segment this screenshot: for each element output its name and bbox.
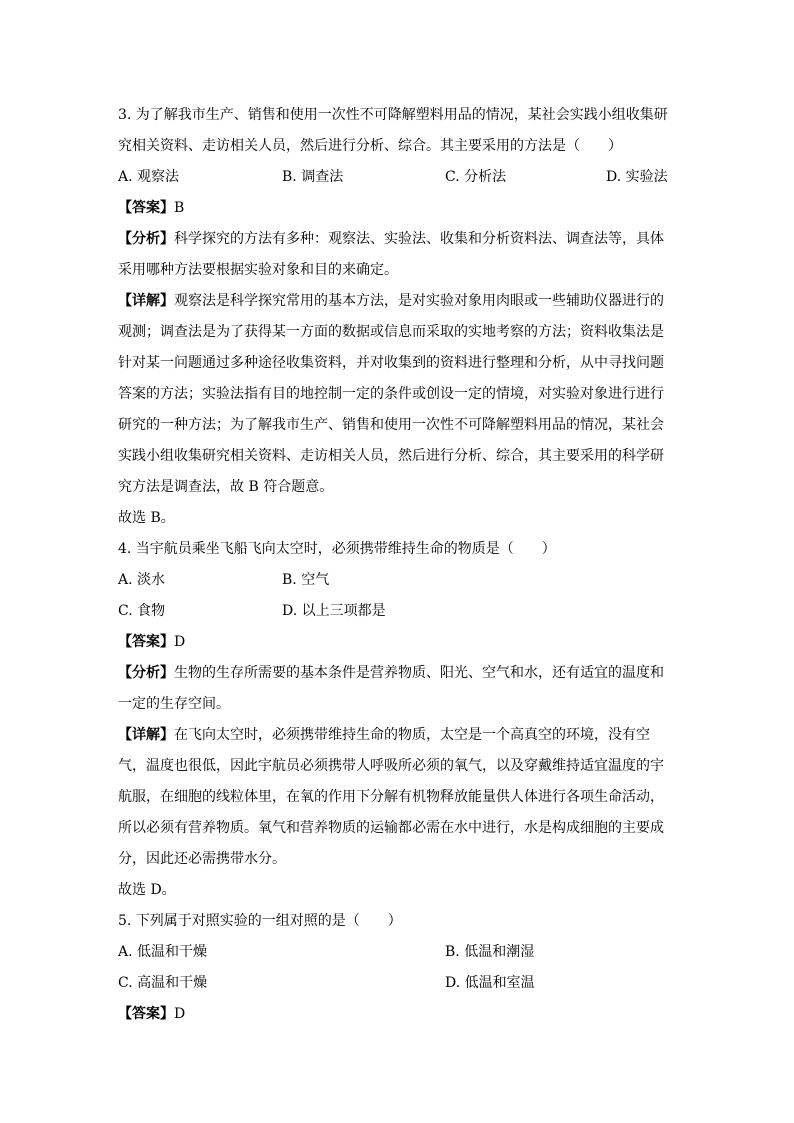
q4-analysis-line-2: 一定的生存空间。 <box>118 696 230 712</box>
q4-detail-text-1: 在飞向太空时，必须携带维持生命的物质，太空是一个高真空的环境，没有空 <box>174 727 650 743</box>
q5-answer <box>118 999 674 1030</box>
q3-option-c: C. 分析法 <box>445 169 507 185</box>
q4-detail-line-4: 所以必须有营养物质。氧气和营养物质的运输都必需在水中进行，水是构成细胞的主要成 <box>118 820 664 836</box>
q4-option-c: C. 食物 <box>118 603 166 619</box>
q3-detail-line-7: 究方法是调查法，故 B 符合题意。 <box>118 479 334 495</box>
q4-stem: 4. 当宇航员乘坐飞船飞向太空时，必须携带维持生命的物质是（ ） <box>118 541 556 557</box>
q3-detail-line-3: 针对某一问题通过多种途径收集资料，并对收集到的资料进行整理和分析，从中寻找问题 <box>118 355 664 371</box>
q4-conclusion: 故选 D。 <box>118 882 176 898</box>
q5-option-c: C. 高温和干燥 <box>118 975 208 991</box>
q3-stem-line-2: 究相关资料、走访相关人员，然后进行分析、综合。其主要采用的方法是（ ） <box>118 138 622 154</box>
q3-answer-tag: 【答案】 <box>118 200 174 216</box>
q4-answer-value: D <box>174 634 186 650</box>
q5-options-row-1 <box>118 937 674 968</box>
q4-analysis-tag: 【分析】 <box>118 665 174 681</box>
q5-option-d: D. 低温和室温 <box>445 975 535 991</box>
q3-answer <box>118 193 674 224</box>
q4-detail-line-3: 航服，在细胞的线粒体里，在氧的作用下分解有机物释放能量供人体进行各项生命活动， <box>118 789 664 805</box>
q4-analysis-line-1 <box>118 658 674 689</box>
document-page <box>118 100 674 1030</box>
q5-answer-tag: 【答案】 <box>118 1006 174 1022</box>
q5-answer-value: D <box>174 1006 186 1022</box>
q3-detail-line-2: 观测；调查法是为了获得某一方面的数据或信息而采取的实地考察的方法；资料收集法是 <box>118 324 664 340</box>
q3-option-d: D. 实验法 <box>606 169 668 185</box>
q3-analysis-line-1 <box>118 224 674 255</box>
q3-conclusion: 故选 B。 <box>118 510 175 526</box>
q3-detail-line-5: 研究的一种方法；为了解我市生产、销售和使用一次性不可降解塑料用品的情况，某社会 <box>118 417 664 433</box>
q4-option-b: B. 空气 <box>282 572 330 588</box>
q3-detail-line-6: 实践小组收集研究相关资料、走访相关人员，然后进行分析、综合，其主要采用的科学研 <box>118 448 664 464</box>
q3-answer-value: B <box>174 200 185 216</box>
q3-detail-tag: 【详解】 <box>118 293 174 309</box>
q3-analysis-tag: 【分析】 <box>118 231 174 247</box>
q3-detail-line-4: 答案的方法；实验法指有目的地控制一定的条件或创设一定的情境，对实验对象进行进行 <box>118 386 664 402</box>
q4-detail-tag: 【详解】 <box>118 727 174 743</box>
q3-option-a: A. 观察法 <box>118 169 180 185</box>
q3-stem-line-1: 3. 为了解我市生产、销售和使用一次性不可降解塑料用品的情况，某社会实践小组收集研 <box>118 107 668 123</box>
q5-options-row-2 <box>118 968 674 999</box>
q3-analysis-text-1: 科学探究的方法有多种：观察法、实验法、收集和分析资料法、调查法等，具体 <box>174 231 664 247</box>
q4-detail-line-5: 分，因此还必需携带水分。 <box>118 851 286 867</box>
q3-detail-text-1: 观察法是科学探究常用的基本方法，是对实验对象用肉眼或一些辅助仪器进行的 <box>174 293 664 309</box>
q5-option-b: B. 低温和潮湿 <box>445 944 535 960</box>
q5-option-a: A. 低温和干燥 <box>118 944 208 960</box>
q4-option-a: A. 淡水 <box>118 572 166 588</box>
q3-analysis-line-2: 采用哪种方法要根据实验对象和目的来确定。 <box>118 262 398 278</box>
q4-option-d: D. 以上三项都是 <box>282 603 386 619</box>
q4-analysis-text-1: 生物的生存所需要的基本条件是营养物质、阳光、空气和水，还有适宜的温度和 <box>174 665 664 681</box>
q4-options-row-1 <box>118 565 674 596</box>
q5-stem: 5. 下列属于对照实验的一组对照的是（ ） <box>118 913 402 929</box>
q3-option-b: B. 调查法 <box>282 169 344 185</box>
q4-detail-line-2: 气，温度也很低，因此宇航员必须携带人呼吸所必须的氧气，以及穿戴维持适宜温度的宇 <box>118 758 664 774</box>
q4-answer <box>118 627 674 658</box>
q4-detail-line-1 <box>118 720 674 751</box>
q4-answer-tag: 【答案】 <box>118 634 174 650</box>
q3-options <box>118 162 674 193</box>
q4-options-row-2 <box>118 596 674 627</box>
q3-detail-line-1 <box>118 286 674 317</box>
